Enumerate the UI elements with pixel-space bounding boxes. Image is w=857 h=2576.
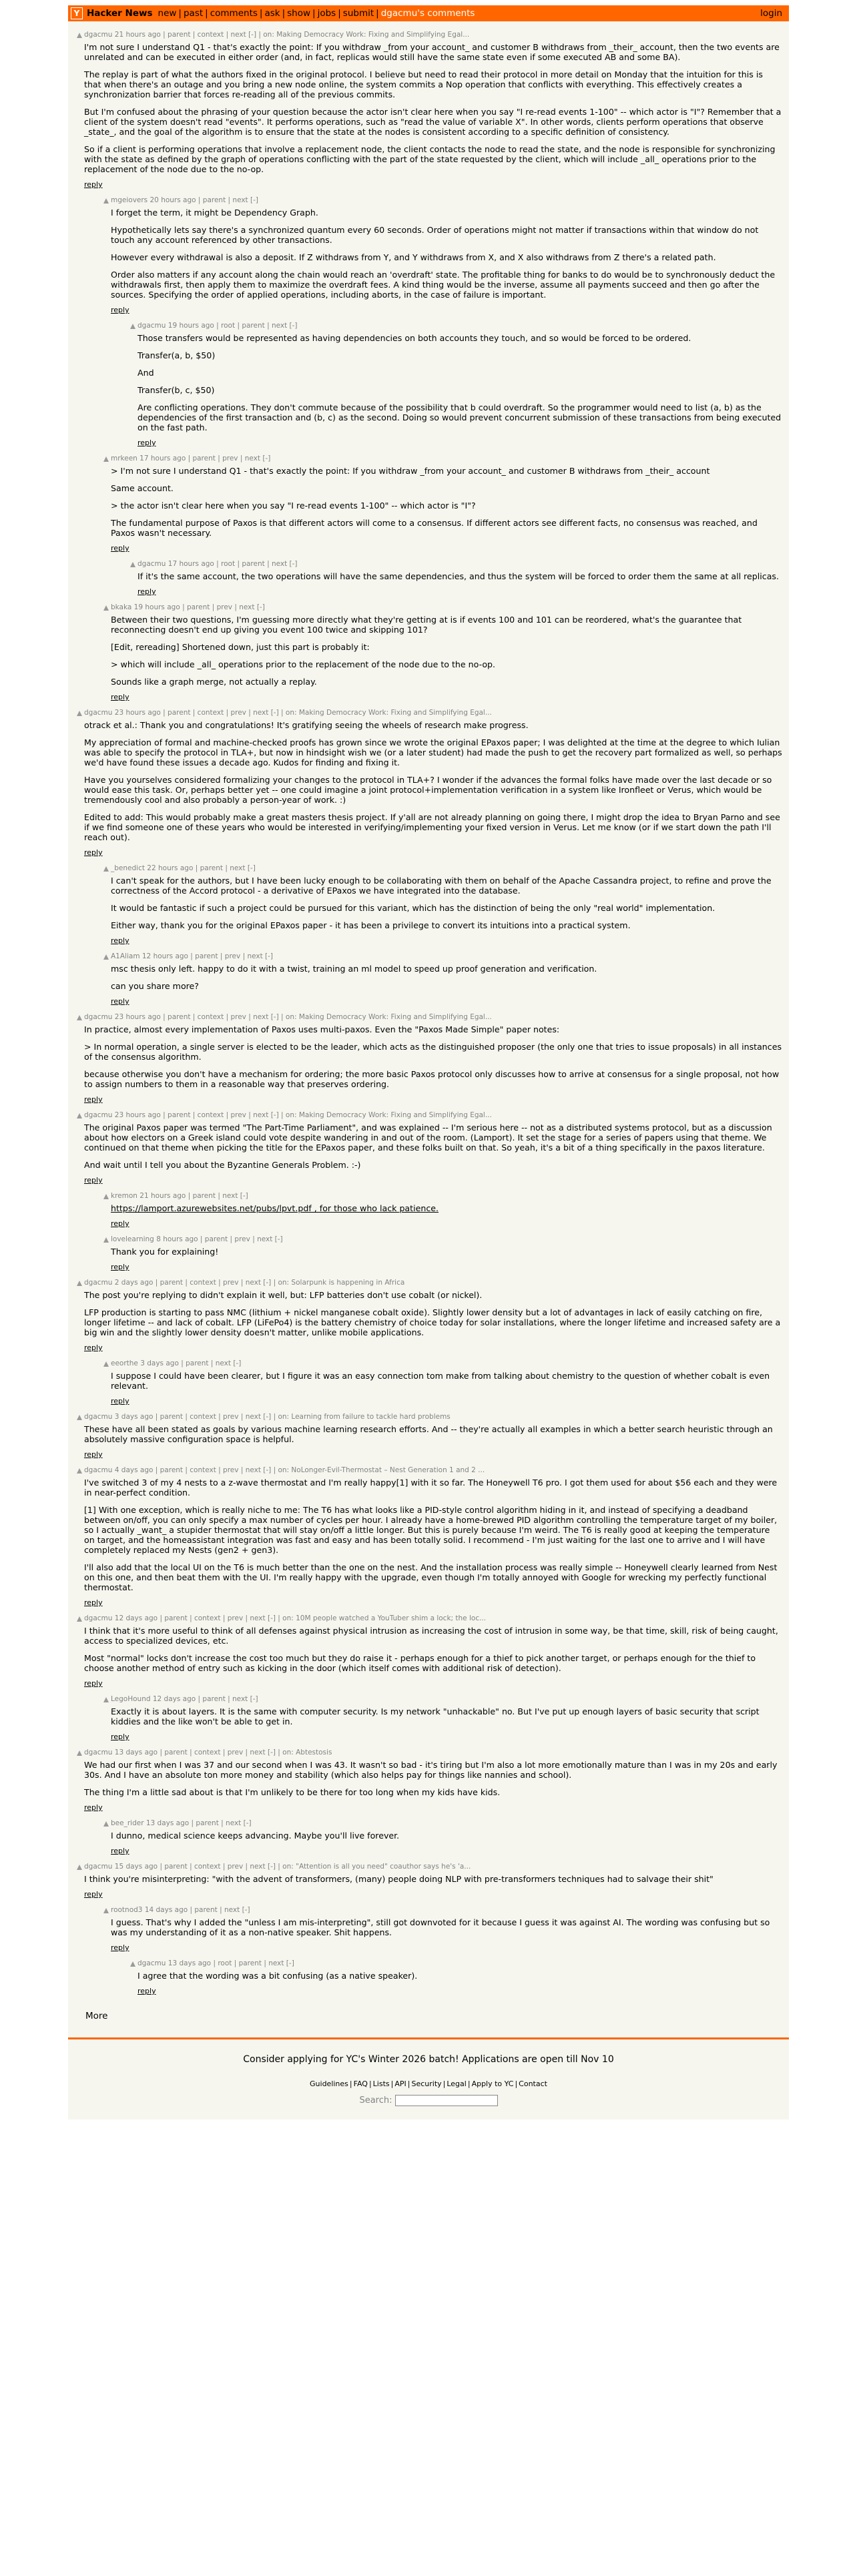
comment-text: Order also matters if any account along the chain would reach an 'overdraft' state. The profitable thing for banks to do would be to synchronously deduct the withdrawals first, then apply them to maximize the overdraft fees. A kind thing would be the inverse, assume all payments succeed and then go after the sources. Specifying the order of applied operations, including aborts, in the case of failure is important. <box>111 270 776 300</box>
comment-text: These have all been stated as goals by various machine learning research efforts. And -- they're actually all examples in which a better search heuristic through an absolutely massive configuration space is helpful. <box>84 1424 773 1444</box>
upvote-button[interactable] <box>128 322 137 447</box>
y-logo-icon[interactable]: Y <box>71 7 83 19</box>
comment-body <box>111 1235 789 1271</box>
comment <box>68 864 789 945</box>
reply-link[interactable]: reply <box>111 693 129 701</box>
reply-link[interactable]: reply <box>84 848 103 857</box>
reply-row <box>84 1803 782 1812</box>
nav-link-jobs[interactable]: jobs <box>317 8 336 19</box>
page-container <box>68 5 789 2120</box>
footer-link[interactable]: API <box>394 2079 406 2088</box>
upvote-arrow-icon <box>103 456 109 462</box>
upvote-button[interactable] <box>101 196 111 314</box>
reply-row <box>137 1987 782 1995</box>
comment-text: Thank you for explaining! <box>111 1247 219 1257</box>
nav-link-show[interactable]: show <box>287 8 311 19</box>
upvote-arrow-icon <box>130 1961 135 1967</box>
comment-body <box>137 1959 789 1995</box>
comment <box>68 1863 789 1899</box>
comment-meta[interactable]: dgacmu 21 hours ago | parent | context | next [-] | on: Making Democracy Work: Fixing and Simplifying Egal... <box>84 31 470 39</box>
comment-body <box>84 1413 789 1459</box>
comment <box>68 1413 789 1459</box>
reply-link[interactable]: reply <box>111 1219 129 1228</box>
upvote-button[interactable] <box>101 603 111 701</box>
comment-body <box>111 603 789 701</box>
comment-text: And <box>137 368 154 378</box>
reply-link[interactable]: reply <box>111 1847 129 1855</box>
comment <box>68 1819 789 1855</box>
comment-text: My appreciation of formal and machine-checked proofs has grown since we wrote the original EPaxos paper; I was delighted at the time at the degree to which Iulian was able to specify the protocol in TLA+, but now in hindsight wish we (or a later student) had made the push to get the recovery part formalized as well, so perhaps we'd have found these issues a decade ago. Kudos for finding and fixing it. <box>84 737 782 767</box>
comment-text: We had our first when I was 37 and our second when I was 43. It wasn't so bad - it's tiring but I'm also a lot more emotionally mature than I was in my 20s and early 30s. And I have an absolute ton more money and stability (which also helps pay for things like nannies and school). <box>84 1760 778 1780</box>
comment <box>68 1111 789 1185</box>
comment-body <box>84 1748 789 1812</box>
comment-meta[interactable]: dgacmu 4 days ago | parent | context | prev | next [-] | on: NoLonger-Evil-Thermostat – Nest Generation 1 and 2 ... <box>84 1466 485 1474</box>
upvote-button[interactable] <box>101 1906 111 1952</box>
comment-meta[interactable]: dgacmu 23 hours ago | parent | context | prev | next [-] | on: Making Democracy Work: Fixing and Simplifying Egal... <box>84 1013 492 1021</box>
comment-text: And wait until I tell you about the Byzantine Generals Problem. :-) <box>84 1160 361 1170</box>
comment <box>68 560 789 596</box>
comment-text: otrack et al.: Thank you and congratulations! It's gratifying seeing the wheels of research make progress. <box>84 720 529 730</box>
comment-text: Edited to add: This would probably make a great masters thesis project. If y'all are not already planning on going there, I might drop the idea to Bryan Parno and see if we find someone one of these years who would be interested in verifying/implementing your fixed version in Verus. Let me know (or if we start down the path I'll reach out). <box>84 812 780 842</box>
comment-meta[interactable]: dgacmu 3 days ago | parent | context | prev | next [-] | on: Learning from failure to tackle hard problems <box>84 1413 451 1421</box>
reply-row <box>84 180 782 189</box>
reply-row <box>111 1943 782 1952</box>
site-name-link[interactable]: Hacker News <box>87 8 153 19</box>
upvote-button[interactable] <box>101 952 111 1006</box>
comment-text: I dunno, medical science keeps advancing. Maybe you'll live forever. <box>111 1831 400 1841</box>
reply-row <box>84 1095 782 1104</box>
reply-row <box>84 1343 782 1352</box>
reply-link[interactable]: reply <box>84 1095 103 1104</box>
upvote-button[interactable] <box>101 1819 111 1855</box>
upvote-arrow-icon <box>77 1750 82 1756</box>
reply-row <box>111 544 782 553</box>
comment <box>68 1192 789 1228</box>
footer-links <box>68 2079 789 2088</box>
comment <box>68 709 789 857</box>
top-bar <box>68 5 789 21</box>
comment-body <box>111 1906 789 1952</box>
comment-text: Most "normal" locks don't increase the cost too much but they do raise it - perhaps enough for a thief to pick another target, or perhaps enough for the thief to choose another method of entry such as kicking in the door (which itself comes with additional risk of detection). <box>84 1653 756 1673</box>
upvote-button[interactable] <box>75 1466 84 1607</box>
upvote-button[interactable] <box>75 709 84 857</box>
comment-text: because otherwise you don't have a mechanism for ordering; the more basic Paxos protocol only discusses how to arrive at consensus for a single proposal, not how to assign numbers to them in a reasonable way that preserves ordering. <box>84 1069 780 1089</box>
comment-body <box>137 322 789 447</box>
comment-meta[interactable]: dgacmu 17 hours ago | root | parent | next [-] <box>137 560 298 568</box>
comment-meta[interactable]: mgeiovers 20 hours ago | parent | next [-] <box>111 196 258 204</box>
upvote-arrow-icon <box>103 198 109 204</box>
reply-link[interactable]: reply <box>111 306 129 314</box>
comment <box>68 1906 789 1952</box>
reply-link[interactable]: reply <box>137 587 156 596</box>
comment-text: > In normal operation, a single server is elected to be the leader, which acts as the distinguished proposer (the only one that tries to issue proposals) in all instances of the consensus algorithm. <box>84 1042 782 1062</box>
footer-separator: | <box>390 2079 394 2088</box>
upvote-arrow-icon <box>103 1908 109 1913</box>
comment <box>68 952 789 1006</box>
upvote-button[interactable] <box>75 1111 84 1185</box>
comment-text: > which will include _all_ operations prior to the replacement of the node due to the no-op. <box>111 659 496 669</box>
comment-body <box>84 1279 789 1352</box>
comment <box>68 322 789 447</box>
reply-link[interactable]: reply <box>111 1397 129 1405</box>
nav-links <box>158 8 374 19</box>
reply-row <box>111 693 782 701</box>
footer-separator: | <box>349 2079 352 2088</box>
footer-link[interactable]: Contact <box>519 2079 547 2088</box>
comment-text: Those transfers would be represented as having dependencies on both accounts they touch, and so would be forced to be ordered. <box>137 333 691 343</box>
comment-text: Sounds like a graph merge, not actually a replay. <box>111 677 317 687</box>
reply-link[interactable]: reply <box>111 544 129 553</box>
reply-link[interactable]: reply <box>111 1943 129 1952</box>
upvote-arrow-icon <box>77 1281 82 1286</box>
footer-link[interactable]: Lists <box>372 2079 390 2088</box>
upvote-arrow-icon <box>77 1468 82 1474</box>
reply-row <box>111 1219 782 1228</box>
comment-body <box>111 1819 789 1855</box>
comment-text: LFP production is starting to pass NMC (lithium + nickel manganese cobalt oxide). Slightly lower density but a lot of advantages in lack of easily catching on fire, longer lifetime -- and lack of cobalt. LFP (LiFePo4) is the battery chemistry of choice today for solar installations, where the longer lifetime and increased safety are a big win and the slightly lower density doesn't matter, unlike mobile applications. <box>84 1307 781 1337</box>
upvote-button[interactable] <box>75 1614 84 1688</box>
comment-meta[interactable]: dgacmu 13 days ago | parent | context | prev | next [-] | on: Abtestosis <box>84 1748 332 1756</box>
upvote-button[interactable] <box>128 560 137 596</box>
current-page-label[interactable]: dgacmu's comments <box>380 8 475 19</box>
comment-body <box>111 1359 789 1405</box>
comment-body <box>84 1614 789 1688</box>
comment-text: > the actor isn't clear here when you say "I re-read events 1-100" -- which actor is "I"? <box>111 501 476 511</box>
footer-link[interactable]: FAQ <box>353 2079 368 2088</box>
reply-row <box>111 306 782 314</box>
comment-text: Exactly it is about layers. It is the same with computer security. Is my network "unhackable" no. But I've put up enough layers of basic security that script kiddies and the like won't be able to get in. <box>111 1706 760 1726</box>
comment-meta[interactable]: dgacmu 19 hours ago | root | parent | next [-] <box>137 322 298 330</box>
comment-text: Either way, thank you for the original EPaxos paper - it has been a privilege to convert its intuitions into a practical system. <box>111 920 631 930</box>
reply-row <box>84 1450 782 1459</box>
comment-text: I think that it's more useful to think of all defenses against physical intrusion as increasing the cost of intrusion in some way, be that time, skill, risk of being caught, access to specialized devices, etc. <box>84 1626 778 1646</box>
comment-text: But I'm confused about the phrasing of your question because the actor isn't clear here when you say "I re-read events 1-100" -- which actor is "I"? Remember that a client of the system doesn't read "events". It performs operations, such as "read the value of variable X". In other words, clients perform operations that observe _state_, and the goal of the algorithm is to ensure that the state at the nodes is consistent according to a specific definition of consistency. <box>84 107 782 137</box>
comment-meta[interactable]: rootnod3 14 days ago | parent | next [-] <box>111 1906 250 1914</box>
reply-link[interactable]: reply <box>111 997 129 1006</box>
upvote-button[interactable] <box>75 1863 84 1899</box>
comment-text: I agree that the wording was a bit confusing (as a native speaker). <box>137 1971 418 1981</box>
search-label: Search: <box>359 2096 392 2106</box>
reply-link[interactable]: reply <box>84 180 103 189</box>
comment-text: [Edit, rereading] Shortened down, just this part is probably it: <box>111 642 370 652</box>
reply-row <box>111 1397 782 1405</box>
reply-link[interactable]: reply <box>84 1343 103 1352</box>
upvote-button[interactable] <box>101 864 111 945</box>
footer-link[interactable]: Security <box>411 2079 442 2088</box>
upvote-button[interactable] <box>75 1279 84 1352</box>
upvote-button[interactable] <box>101 1235 111 1271</box>
reply-link[interactable]: reply <box>84 1598 103 1607</box>
upvote-button[interactable] <box>75 1748 84 1812</box>
comment-body <box>111 454 789 553</box>
comment-text: The post you're replying to didn't explain it well, but: LFP batteries don't use cobalt (or nickel). <box>84 1290 483 1300</box>
upvote-arrow-icon <box>77 1113 82 1118</box>
comment-body <box>111 952 789 1006</box>
reply-row <box>137 438 782 447</box>
upvote-arrow-icon <box>103 1237 109 1243</box>
comment-text: Same account. <box>111 483 174 493</box>
nav-link-comments[interactable]: comments <box>210 8 258 19</box>
comment-text: The fundamental purpose of Paxos is that different actors will come to a consensus. If different actors see different facts, no consensus was reached, and Paxos wasn't necessary. <box>111 518 758 538</box>
nav-separator: | <box>178 8 182 19</box>
comment <box>68 1614 789 1688</box>
comment-text: Between their two questions, I'm guessing more directly what they're getting at is if events 100 and 101 can be reordered, what's the guarantee that reconnecting doesn't end up giving you event 100 twice and skipping 101? <box>111 615 742 635</box>
comment-meta[interactable]: dgacmu 12 days ago | parent | context | prev | next [-] | on: 10M people watched a YouTuber shim a lock; the loc... <box>84 1614 487 1622</box>
comment <box>68 1748 789 1812</box>
footer-link[interactable]: Guidelines <box>310 2079 348 2088</box>
footer-separator: | <box>443 2079 446 2088</box>
comment-body <box>84 1111 789 1185</box>
upvote-arrow-icon <box>103 1194 109 1199</box>
comment-text: I think you're misinterpreting: "with the advent of transformers, (many) people doing NLP with pre-transformers techniques had to salvage their shit" <box>84 1874 713 1884</box>
comment-meta[interactable]: lovelearning 8 hours ago | parent | prev | next [-] <box>111 1235 283 1243</box>
yc-apply-banner[interactable]: Consider applying for YC's Winter 2026 batch! Applications are open till Nov 10 <box>243 2054 614 2065</box>
reply-link[interactable]: reply <box>84 1450 103 1459</box>
upvote-arrow-icon <box>103 954 109 960</box>
comment-text: Transfer(b, c, $50) <box>137 385 215 395</box>
comment-text: > I'm not sure I understand Q1 - that's exactly the point: If you withdraw _from your account_ and customer B withdraws from _their_ account <box>111 466 710 476</box>
more-link[interactable]: More <box>85 2011 108 2021</box>
upvote-button[interactable] <box>75 1413 84 1459</box>
nav-separator: | <box>259 8 263 19</box>
comment-list <box>68 21 789 2005</box>
search-row <box>68 2095 789 2106</box>
comment <box>68 1959 789 1995</box>
comment <box>68 454 789 553</box>
comment-body <box>111 1695 789 1741</box>
reply-link[interactable]: reply <box>84 1176 103 1185</box>
comment-text: So if a client is performing operations that involve a replacement node, the client contacts the node to read the state, and the node is responsible for synchronizing with the state as defined by the graph of operations conflicting with the part of the state requested by the client, which will include _all_ operations prior to the replacement of the node due to the no-op. <box>84 144 776 174</box>
comment-text: can you share more? <box>111 981 199 991</box>
comment-body <box>111 864 789 945</box>
nav-link-past[interactable]: past <box>183 8 204 19</box>
upvote-button[interactable] <box>101 1192 111 1228</box>
comment-meta[interactable]: kremon 21 hours ago | parent | next [-] <box>111 1192 248 1200</box>
nav-separator: | <box>376 8 379 19</box>
comment-text: The thing I'm a little sad about is that I'm unlikely to be there for too long when my kids have kids. <box>84 1787 501 1797</box>
reply-link[interactable]: reply <box>84 1803 103 1812</box>
comment-meta[interactable]: dgacmu 23 hours ago | parent | context | prev | next [-] | on: Making Democracy Work: Fixing and Simplifying Egal... <box>84 1111 492 1119</box>
comment <box>68 1359 789 1405</box>
upvote-arrow-icon <box>77 1865 82 1870</box>
upvote-button[interactable] <box>75 1013 84 1104</box>
upvote-arrow-icon <box>77 1015 82 1020</box>
comment-text: The original Paxos paper was termed "The Part-Time Parliament", and was explained -- I'm serious here -- not as a distributed systems protocol, but as a discussion about how electors on a Greek island could vote despite wandering in and out of the room. (Lamport). It set the stage for a series of papers using that theme. We continued on that theme when picking the title for the EPaxos paper, and these folks built on that. So yeah, it's a bit of a thing specifically in the paxos literature. <box>84 1122 772 1153</box>
comment-text: In practice, almost every implementation of Paxos uses multi-paxos. Even the "Paxos Made Simple" paper notes: <box>84 1024 560 1034</box>
comment-body <box>84 709 789 857</box>
comment-body <box>84 1466 789 1607</box>
reply-link[interactable]: reply <box>84 1890 103 1899</box>
comment-body <box>111 196 789 314</box>
comment-meta[interactable]: LegoHound 12 days ago | parent | next [-] <box>111 1695 258 1703</box>
comment <box>68 1235 789 1271</box>
upvote-button[interactable] <box>101 1359 111 1405</box>
comment-body <box>84 1863 789 1899</box>
comment <box>68 1013 789 1104</box>
comment-body <box>137 560 789 596</box>
comment-meta[interactable]: A1Aliam 12 hours ago | parent | prev | next [-] <box>111 952 274 960</box>
upvote-arrow-icon <box>103 605 109 611</box>
comment-body <box>84 31 789 189</box>
reply-row <box>111 936 782 945</box>
reply-link[interactable]: reply <box>111 1732 129 1741</box>
comment-meta[interactable]: bkaka 19 hours ago | parent | prev | next [-] <box>111 603 265 611</box>
reply-row <box>111 1263 782 1271</box>
comment-body <box>111 1192 789 1228</box>
reply-row <box>84 1176 782 1185</box>
upvote-arrow-icon <box>77 1415 82 1420</box>
nav-separator: | <box>312 8 316 19</box>
reply-row <box>84 1679 782 1688</box>
footer-separator: | <box>467 2079 471 2088</box>
comment-text: I guess. That's why I added the "unless I am mis-interpreting", still got downvoted for it because I guess it was against AI. The wording was confusing but so was my understanding of it as a non-native speaker. Shit happens. <box>111 1917 770 1937</box>
upvote-button[interactable] <box>75 31 84 189</box>
upvote-arrow-icon <box>130 562 135 567</box>
nav-separator: | <box>282 8 286 19</box>
reply-link[interactable]: reply <box>84 1679 103 1688</box>
reply-row <box>84 848 782 857</box>
upvote-arrow-icon <box>103 1361 109 1367</box>
reply-link[interactable]: reply <box>111 1263 129 1271</box>
comment-meta[interactable]: mrkeen 17 hours ago | parent | prev | next [-] <box>111 454 271 462</box>
reply-row <box>84 1890 782 1899</box>
comment-meta[interactable]: dgacmu 13 days ago | root | parent | next [-] <box>137 1959 294 1967</box>
footer-separator: | <box>407 2079 410 2088</box>
comment-text: I'm not sure I understand Q1 - that's exactly the point: If you withdraw _from your account_ and customer B withdraws from _their_ account, then the two events are unrelated and can be executed in either order (and, in fact, replicas would still have the same state even if some executed AB and some BA). <box>84 42 780 62</box>
upvote-button[interactable] <box>128 1959 137 1995</box>
reply-row <box>111 997 782 1006</box>
reply-row <box>137 587 782 596</box>
comment <box>68 1466 789 1607</box>
comment-text: If it's the same account, the two operations will have the same dependencies, and thus the system will be forced to order them the same at all replicas. <box>137 571 779 581</box>
upvote-arrow-icon <box>103 1821 109 1827</box>
upvote-arrow-icon <box>130 324 135 329</box>
reply-link[interactable]: reply <box>137 1987 156 1995</box>
upvote-button[interactable] <box>101 1695 111 1741</box>
reply-row <box>111 1732 782 1741</box>
footer-separator: | <box>368 2079 372 2088</box>
comment-meta[interactable]: dgacmu 23 hours ago | parent | context | prev | next [-] | on: Making Democracy Work: Fixing and Simplifying Egal... <box>84 709 492 717</box>
reply-link[interactable]: reply <box>111 936 129 945</box>
footer-separator: | <box>515 2079 518 2088</box>
upvote-arrow-icon <box>77 33 82 38</box>
upvote-button[interactable] <box>101 454 111 553</box>
comment-meta[interactable]: bee_rider 13 days ago | parent | next [-] <box>111 1819 252 1827</box>
search-input[interactable] <box>395 2095 498 2106</box>
nav-separator: | <box>338 8 341 19</box>
footer-link[interactable]: Legal <box>447 2079 467 2088</box>
upvote-arrow-icon <box>77 1616 82 1622</box>
reply-link[interactable]: reply <box>137 438 156 447</box>
comment-text: I can't speak for the authors, but I have been lucky enough to be collaborating with them on behalf of the Apache Cassandra project, to refine and prove the correctness of the Accord protocol - a derivative of EPaxos we have integrated into the database. <box>111 876 772 896</box>
upvote-arrow-icon <box>103 866 109 872</box>
comment-meta[interactable]: eeorthe 3 days ago | parent | next [-] <box>111 1359 242 1367</box>
footer-link[interactable]: Apply to YC <box>471 2079 514 2088</box>
comment-text: It would be fantastic if such a project could be pursued for this variant, which has the distinction of being the only "real world" implementation. <box>111 903 716 913</box>
upvote-arrow-icon <box>103 1697 109 1702</box>
comment-text: I'll also add that the local UI on the T6 is much better than the one on the nest. And the installation process was really simple -- Honeywell clearly learned from Nest on this one, and then beat them with the UI. I'm really happy with the upgrade, even though I'm totally annoyed with Google for wrecking my perfectly functional thermostat. <box>84 1562 778 1592</box>
comment-text: [1] With one exception, which is really niche to me: The T6 has what looks like a PID-style control algorithm hiding in it, and instead of specifying a deadband between on/off, you can only specify a max number of cycles per hour. I already have a home-brewed PID algorithm controlling the temperature target of my boiler, so I actually _want_ a stupider thermostat that will stay on/off a little longer. But this is purely because I'm weird. The T6 is really good at keeping the temperature on target, and the homeassistant integration was fast and easy and has been totally solid. I recommend - I'm just waiting for the last one to arrive and I will have completely replaced my Nests (gen2 + gen3). <box>84 1505 778 1555</box>
comment-text: Have you yourselves considered formalizing your changes to the protocol in TLA+? I wonder if the advances the formal folks have made over the last decade or so would ease this task. Or, perhaps better yet -- one could imagine a joint protocol+implementation verification in a system like Ironfleet or Verus, which would be tremendously cool and also probably a person-year of work. :) <box>84 775 772 805</box>
footer <box>68 2039 789 2120</box>
comment-text: Transfer(a, b, $50) <box>137 350 216 360</box>
nav-link-ask[interactable]: ask <box>264 8 280 19</box>
comment <box>68 31 789 189</box>
comment <box>68 603 789 701</box>
comment-text: Hypothetically lets say there's a synchronized quantum every 60 seconds. Order of operations might not matter if transactions within that window do not touch any account referenced by other transactions. <box>111 225 759 245</box>
comment-text[interactable]: https://lamport.azurewebsites.net/pubs/lpvt.pdf , for those who lack patience. <box>111 1203 439 1213</box>
reply-row <box>84 1598 782 1607</box>
upvote-arrow-icon <box>77 711 82 716</box>
reply-row <box>111 1847 782 1855</box>
comment <box>68 196 789 314</box>
comment-meta[interactable]: _benedict 22 hours ago | parent | next [-] <box>111 864 256 872</box>
comment <box>68 1279 789 1352</box>
comment-meta[interactable]: dgacmu 2 days ago | parent | context | prev | next [-] | on: Solarpunk is happening in Africa <box>84 1279 405 1287</box>
nav-link-new[interactable]: new <box>158 8 177 19</box>
comment <box>68 1695 789 1741</box>
comment-text: I've switched 3 of my 4 nests to a z-wave thermostat and I'm really happy[1] with it so far. The Honeywell T6 pro. I got them used for about $56 each and they were in near-perfect condition. <box>84 1478 778 1498</box>
comment-meta[interactable]: dgacmu 15 days ago | parent | context | prev | next [-] | on: "Attention is all you need" coauthor says he's 'a... <box>84 1863 471 1871</box>
comment-text: Are conflicting operations. They don't commute because of the possibility that b could overdraft. So the programmer would need to list (a, b) as the dependencies of the first transaction and (b, c) as the second. Doing so would prevent concurrent submission of these transactions from being executed on the fast path. <box>137 402 782 432</box>
nav-separator: | <box>205 8 208 19</box>
comment-text: I suppose I could have been clearer, but I figure it was an easy connection tom make from talking about chemistry to the question of whether cobalt is even relevant. <box>111 1371 770 1391</box>
login-link[interactable]: login <box>760 8 782 19</box>
comment-text: The replay is part of what the authors fixed in the original protocol. I believe but need to read their protocol in more detail on Monday that the intuition for this is that when there's an outage and you bring a new node online, the system commits a Nop operation that conflicts with everything. This effectively creates a synchronization barrier that forces re-reading all of the previous commits. <box>84 69 763 99</box>
nav-link-submit[interactable]: submit <box>342 8 374 19</box>
comment-text: I forget the term, it might be Dependency Graph. <box>111 208 318 218</box>
comment-text: msc thesis only left. happy to do it with a twist, training an ml model to speed up proof generation and verification. <box>111 964 597 974</box>
comment-body <box>84 1013 789 1104</box>
comment-text: However every withdrawal is also a deposit. If Z withdraws from Y, and Y withdraws from X, and X also withdraws from Z there's a related path. <box>111 252 716 262</box>
